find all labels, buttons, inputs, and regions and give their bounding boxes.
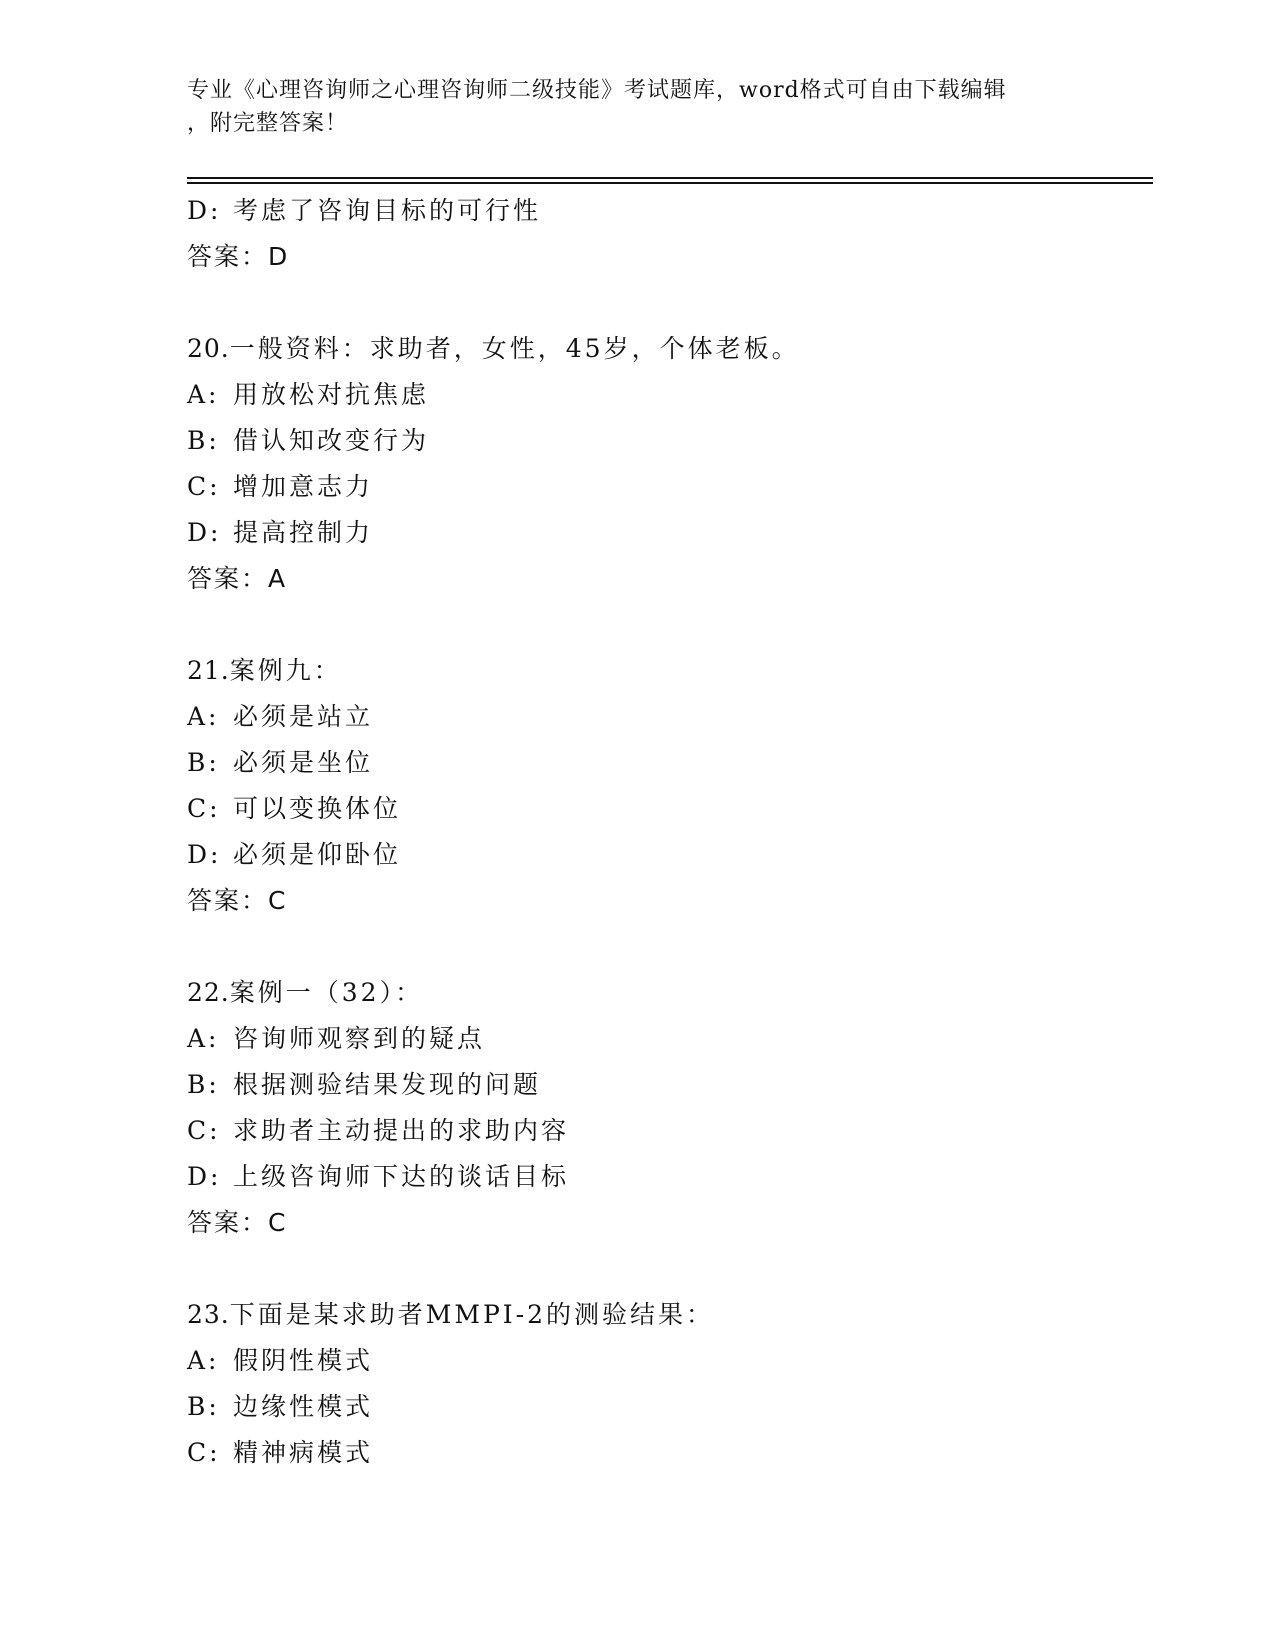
option-label: A: xyxy=(187,1024,220,1053)
option-a xyxy=(187,1338,1167,1384)
question-text: 案例九： xyxy=(229,656,342,685)
question-number: 22. xyxy=(187,978,230,1007)
option-text: 必须是站立 xyxy=(233,702,374,731)
answer-line: 答案：A xyxy=(187,564,288,593)
option-text: 提高控制力 xyxy=(233,518,374,547)
option-text: 求助者主动提出的求助内容 xyxy=(233,1116,570,1145)
option-text: 可以变换体位 xyxy=(233,794,402,823)
option-b xyxy=(187,418,1167,464)
option-c xyxy=(187,1108,1167,1154)
option-text: 用放松对抗焦虑 xyxy=(233,380,430,409)
option-a xyxy=(187,372,1167,418)
option-text: 增加意志力 xyxy=(233,472,374,501)
option-text: 上级咨询师下达的谈话目标 xyxy=(233,1162,570,1191)
question-stem xyxy=(187,326,1167,372)
option-label: B: xyxy=(187,748,220,777)
option-label: A: xyxy=(187,1346,220,1375)
option-label: B: xyxy=(187,1392,220,1421)
question-number: 20. xyxy=(187,334,230,363)
question-number: 21. xyxy=(187,656,230,685)
option-text: 考虑了咨询目标的可行性 xyxy=(233,196,542,225)
option-text: 精神病模式 xyxy=(233,1438,374,1467)
option-label: A: xyxy=(187,380,220,409)
option-label: D: xyxy=(187,840,222,869)
header-divider-top xyxy=(187,177,1153,179)
header-title-line-2: ，附完整答案！ xyxy=(187,111,349,136)
option-c xyxy=(187,786,1167,832)
option-label: D: xyxy=(187,518,222,547)
question-text: 下面是某求助者MMPI-2的测验结果： xyxy=(229,1300,715,1329)
option-label: A: xyxy=(187,702,220,731)
question-stem xyxy=(187,1292,1167,1338)
header-divider-bottom xyxy=(187,182,1153,184)
option-a xyxy=(187,1016,1167,1062)
question-stem xyxy=(187,648,1167,694)
option-b xyxy=(187,1062,1167,1108)
option-label: B: xyxy=(187,1070,220,1099)
option-label: C: xyxy=(187,1438,221,1467)
question-list xyxy=(187,188,1167,1476)
option-text: 咨询师观察到的疑点 xyxy=(233,1024,486,1053)
option-c xyxy=(187,464,1167,510)
question-stem xyxy=(187,970,1167,1016)
option-label: C: xyxy=(187,1116,221,1145)
answer-line: 答案：C xyxy=(187,886,288,915)
option-c xyxy=(187,1430,1167,1476)
question-text: 一般资料：求助者，女性，45岁，个体老板。 xyxy=(229,334,800,363)
option-label: B: xyxy=(187,426,220,455)
option-d xyxy=(187,1154,1167,1200)
option-label: D: xyxy=(187,196,222,225)
option-text: 假阴性模式 xyxy=(233,1346,374,1375)
option-d xyxy=(187,510,1167,556)
option-text: 必须是坐位 xyxy=(233,748,374,777)
option-label: C: xyxy=(187,472,221,501)
question-text: 案例一（32）： xyxy=(229,978,424,1007)
option-d xyxy=(187,188,1167,234)
option-b xyxy=(187,740,1167,786)
answer-line: 答案：C xyxy=(187,1208,288,1237)
header-title-line-1: 专业《心理咨询师之心理咨询师二级技能》考试题库，word格式可自由下载编辑 xyxy=(187,78,1007,103)
option-b xyxy=(187,1384,1167,1430)
document-header xyxy=(187,74,1087,140)
option-text: 必须是仰卧位 xyxy=(233,840,402,869)
option-label: D: xyxy=(187,1162,222,1191)
option-text: 借认知改变行为 xyxy=(233,426,430,455)
option-d xyxy=(187,832,1167,878)
option-text: 边缘性模式 xyxy=(233,1392,374,1421)
answer-line: 答案：D xyxy=(187,242,290,271)
option-label: C: xyxy=(187,794,221,823)
option-a xyxy=(187,694,1167,740)
question-number: 23. xyxy=(187,1300,230,1329)
option-text: 根据测验结果发现的问题 xyxy=(233,1070,542,1099)
